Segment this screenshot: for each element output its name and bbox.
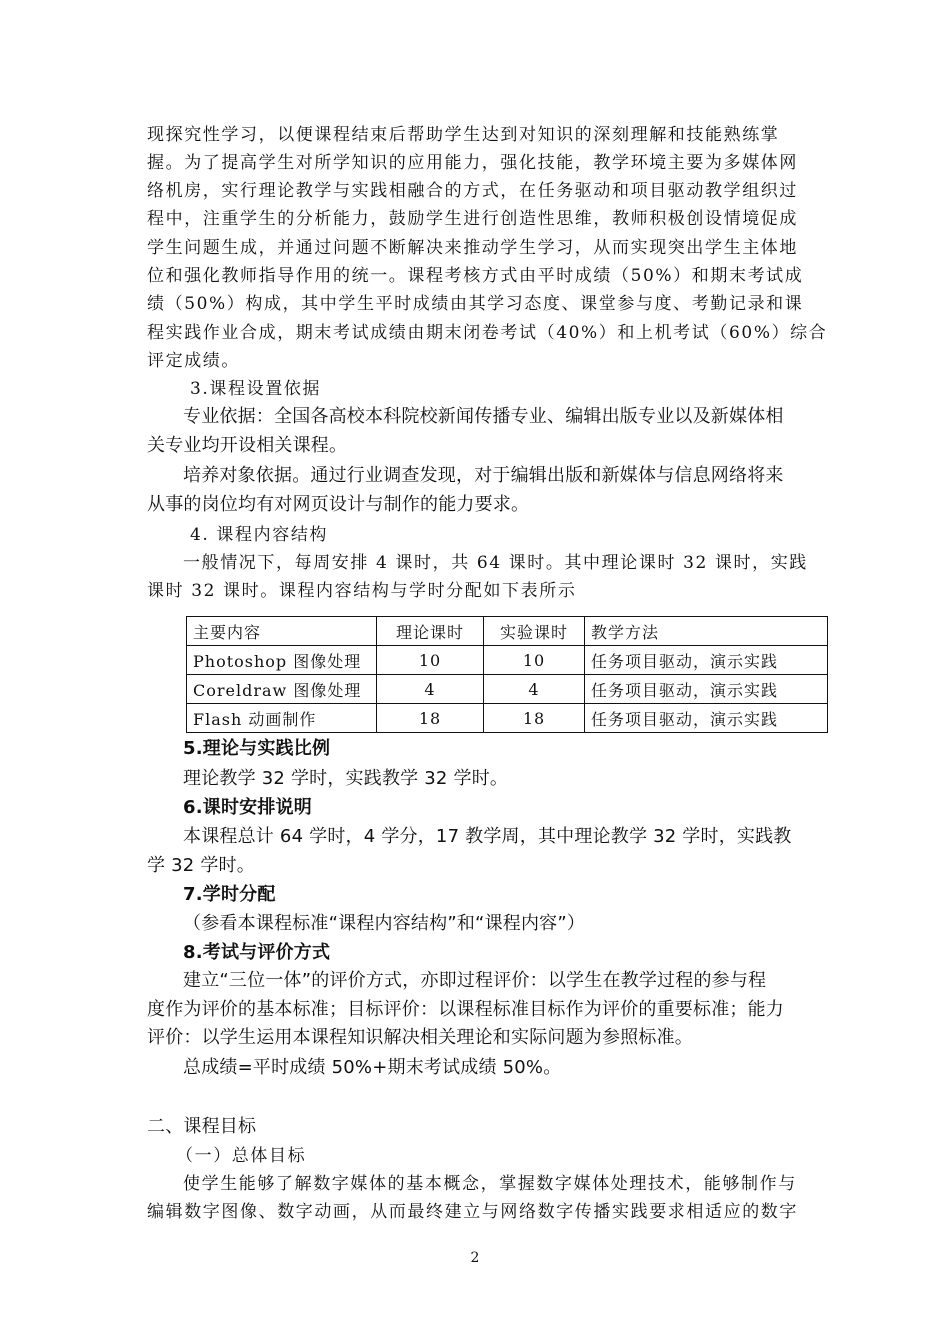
table-cell: Coreldraw 图像处理 xyxy=(187,675,377,704)
paragraph-line: 关专业均开设相关课程。 xyxy=(147,435,348,456)
table-cell: 10 xyxy=(484,646,585,675)
section-heading: 4. 课程内容结构 xyxy=(190,525,329,545)
paragraph-line: 本课程总计 64 学时，4 学分，17 教学周，其中理论教学 32 学时，实践教 xyxy=(183,826,792,847)
table-header-row xyxy=(187,617,828,646)
chapter-heading: 二、课程目标 xyxy=(147,1116,257,1137)
paragraph-line: 位和强化教师指导作用的统一。课程考核方式由平时成绩（50%）和期末考试成 xyxy=(147,266,804,286)
paragraph-line: 编辑数字图像、数字动画，从而最终建立与网络数字传播实践要求相适应的数字 xyxy=(147,1202,798,1222)
paragraph-line: 课时 32 课时。课程内容结构与学时分配如下表所示 xyxy=(147,581,577,601)
paragraph-line: 现探究性学习，以便课程结束后帮助学生达到对知识的深刻理解和技能熟练掌 xyxy=(147,125,780,145)
subsection-heading: （一）总体目标 xyxy=(176,1146,307,1166)
table-row xyxy=(187,675,828,704)
table-cell: 10 xyxy=(377,646,484,675)
paragraph-line: 学 32 学时。 xyxy=(147,855,255,876)
paragraph-line: 络机房，实行理论教学与实践相融合的方式，在任务驱动和项目驱动教学组织过 xyxy=(147,181,798,201)
table-cell: 任务项目驱动，演示实践 xyxy=(585,675,828,704)
table-cell: Photoshop 图像处理 xyxy=(187,646,377,675)
paragraph-line: 建立“三位一体”的评价方式，亦即过程评价：以学生在教学过程的参与程 xyxy=(183,970,767,991)
course-structure-table xyxy=(186,616,828,733)
table-header-cell: 理论课时 xyxy=(377,617,484,646)
paragraph-line: 握。为了提高学生对所学知识的应用能力，强化技能，教学环境主要为多媒体网 xyxy=(147,153,798,173)
paragraph-line: 评价：以学生运用本课程知识解决相关理论和实际问题为参照标准。 xyxy=(147,1027,693,1048)
table-cell: 任务项目驱动，演示实践 xyxy=(585,704,828,733)
paragraph-line: 从事的岗位均有对网页设计与制作的能力要求。 xyxy=(147,494,530,515)
paragraph-line: 绩（50%）构成，其中学生平时成绩由其学习态度、课堂参与度、考勤记录和课 xyxy=(147,294,804,314)
table-row xyxy=(187,646,828,675)
paragraph-line: （参看本课程标准“课程内容结构”和“课程内容”） xyxy=(183,913,586,934)
paragraph-line: 培养对象依据。通过行业调查发现，对于编辑出版和新媒体与信息网络将来 xyxy=(183,465,784,486)
table-header-cell: 教学方法 xyxy=(585,617,828,646)
page-number: 2 xyxy=(470,1250,480,1266)
table-cell: 4 xyxy=(484,675,585,704)
paragraph-line: 评定成绩。 xyxy=(147,351,240,371)
paragraph-line: 程中，注重学生的分析能力，鼓励学生进行创造性思维，教师积极创设情境促成 xyxy=(147,209,798,229)
paragraph-line: 使学生能够了解数字媒体的基本概念，掌握数字媒体处理技术，能够制作与 xyxy=(183,1174,797,1194)
table-header-cell: 实验课时 xyxy=(484,617,585,646)
paragraph-line: 程实践作业合成，期末考试成绩由期末闭卷考试（40%）和上机考试（60%）综合 xyxy=(147,323,828,343)
section-heading: 6.课时安排说明 xyxy=(183,797,312,818)
paragraph-line: 总成绩=平时成绩 50%+期末考试成绩 50%。 xyxy=(183,1057,562,1078)
table-header-cell: 主要内容 xyxy=(187,617,377,646)
table-cell: Flash 动画制作 xyxy=(187,704,377,733)
section-heading: 8.考试与评价方式 xyxy=(183,942,331,963)
table-row xyxy=(187,704,828,733)
paragraph-line: 学生问题生成，并通过问题不断解决来推动学生学习，从而实现突出学生主体地 xyxy=(147,238,798,258)
section-heading: 7.学时分配 xyxy=(183,884,276,905)
section-heading: 5.理论与实践比例 xyxy=(183,738,331,759)
section-heading: 3.课程设置依据 xyxy=(190,379,322,399)
table-cell: 4 xyxy=(377,675,484,704)
paragraph-line: 专业依据：全国各高校本科院校新闻传播专业、编辑出版专业以及新媒体相 xyxy=(183,406,784,427)
table-cell: 18 xyxy=(377,704,484,733)
table-cell: 任务项目驱动，演示实践 xyxy=(585,646,828,675)
paragraph-line: 一般情况下，每周安排 4 课时，共 64 课时。其中理论课时 32 课时，实践 xyxy=(183,553,808,573)
table-cell: 18 xyxy=(484,704,585,733)
paragraph-line: 理论教学 32 学时，实践教学 32 学时。 xyxy=(183,768,509,789)
paragraph-line: 度作为评价的基本标准；目标评价：以课程标准目标作为评价的重要标准；能力 xyxy=(147,999,784,1020)
